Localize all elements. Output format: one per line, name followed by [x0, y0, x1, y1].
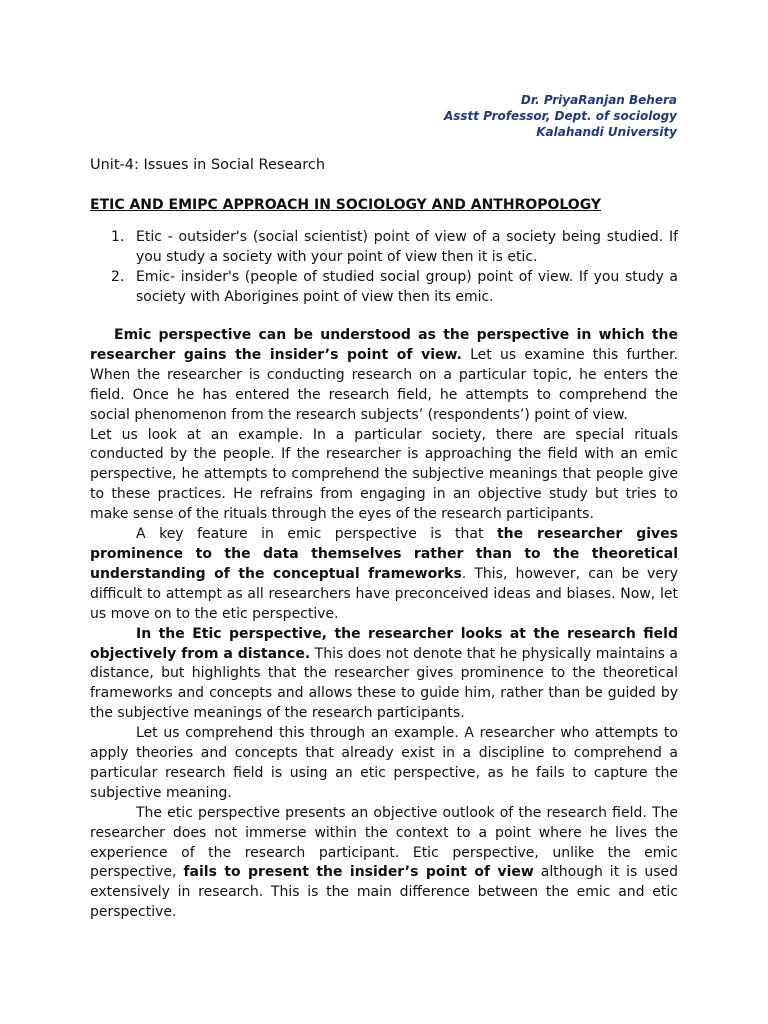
section-heading: ETIC AND EMIPC APPROACH IN SOCIOLOGY AND ANTHROPOLOGY: [90, 197, 602, 213]
list-item: [90, 227, 678, 267]
bold-emphasis: Emic perspective can be understood as the perspective in which the researcher gains the insider’s point of view.: [90, 327, 678, 363]
paragraph-text: Let us comprehend this through an example. A researcher who attempts to apply theories and concepts that already exist in a discipline to comprehend a particular research field is using an etic perspective, as he fails to capture the subjective meaning.: [90, 725, 678, 801]
paragraph-text: A key feature in emic perspective is that: [136, 526, 497, 543]
paragraph-text: Let us look at an example. In a particular society, there are special rituals conducted by the people. If the researcher is approaching the field with an emic perspective, he attempts to comprehend the subjective meanings that people give to these practices. He refrains from engaging in an objective study but tries to make sense of the rituals through the eyes of the research participants.: [90, 426, 678, 523]
paragraph-etic-summary: [90, 804, 678, 923]
paragraph-emic-feature: [90, 525, 678, 625]
author-designation: Asstt Professor, Dept. of sociology: [443, 109, 677, 123]
list-item-text: Etic - outsider's (social scientist) point of view of a society being studied. If you study a society with your point of view then it is etic.: [136, 229, 678, 265]
paragraph-text: although it is used extensively in research. This is the main difference between the emic and etic perspective.: [90, 864, 678, 921]
list-number: 2.: [111, 269, 125, 285]
paragraph-etic-definition: [90, 625, 678, 725]
author-university: Kalahandi University: [536, 125, 677, 139]
paragraph-emic-definition: [90, 326, 678, 426]
list-item: [90, 267, 678, 307]
unit-title: Unit-4: Issues in Social Research: [90, 157, 326, 173]
paragraph-etic-example: [90, 724, 678, 804]
author-name: Dr. PriyaRanjan Behera: [520, 93, 677, 107]
bold-emphasis: In the Etic perspective, the researcher looks at the research field objectively from a distance.: [90, 625, 678, 662]
paragraph-text: . This, however, can be very difficult to attempt as all researchers have preconceived ideas and biases. Now, let us move on to the etic perspective.: [90, 565, 678, 622]
paragraph-text: Let us examine this further. When the researcher is conducting research on a particular topic, he enters the field. Once he has entered the research field, he attempts to comprehend the social phenomenon from the research subjects’ (respondents’) point of view.: [90, 346, 678, 423]
body-text: [90, 326, 678, 923]
author-block: [444, 92, 677, 140]
definitions-list: [90, 227, 678, 307]
paragraph-text: This does not denote that he physically maintains a distance, but highlights that the researcher gives prominence to the theoretical frameworks and concepts and allows these to guide him, rather than be guided by the subjective meanings of the research participants.: [90, 645, 678, 722]
bold-emphasis: the researcher gives prominence to the data themselves rather than to the theoretical understanding of the conceptual frameworks: [90, 526, 678, 582]
list-item-text: Emic- insider's (people of studied social group) point of view. If you study a society with Aborigines point of view then its emic.: [136, 269, 678, 305]
list-number: 1.: [111, 229, 125, 245]
bold-emphasis: fails to present the insider’s point of view: [183, 864, 534, 881]
paragraph-text: The etic perspective presents an objective outlook of the research field. The researcher does not immerse within the context to a point where he lives the experience of the research participant. Etic perspective, unlike the emic perspective,: [90, 804, 678, 881]
paragraph-emic-example: [90, 426, 678, 526]
